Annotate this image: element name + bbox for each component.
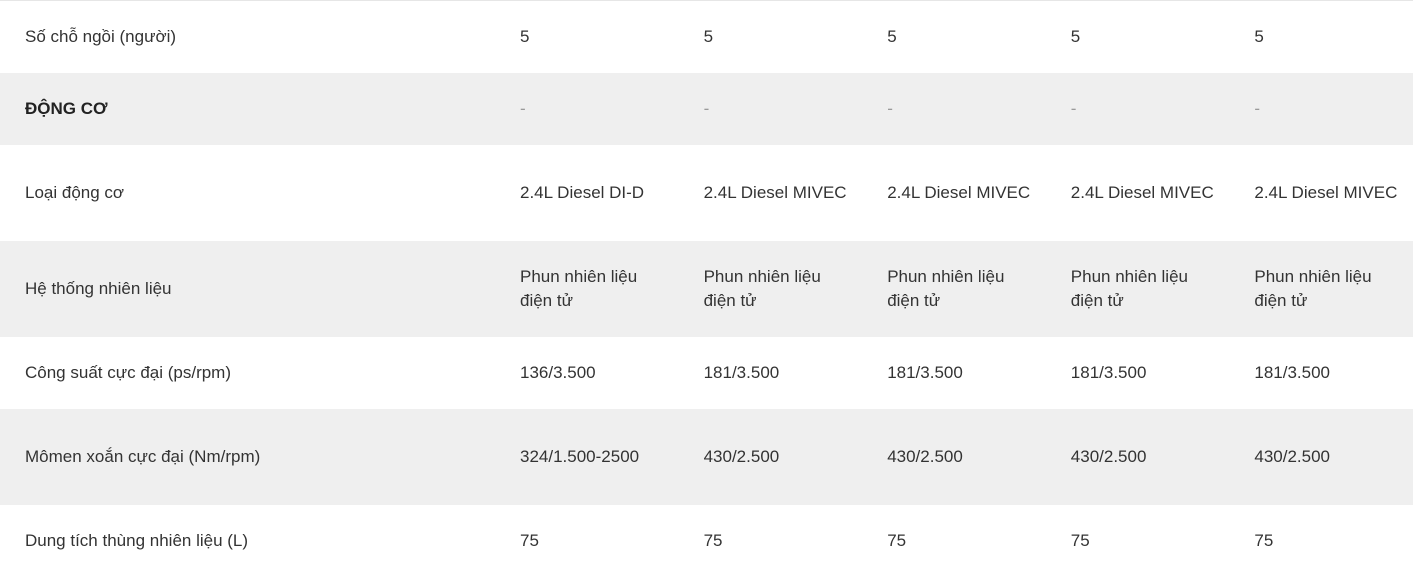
table-cell: Phun nhiên liệu điện tử [703, 267, 821, 310]
table-cell: 5 [1070, 27, 1081, 46]
row-label: Công suất cực đại (ps/rpm) [25, 363, 232, 382]
table-row-engine-section [0, 73, 1413, 145]
row-label: Dung tích thùng nhiên liệu (L) [25, 531, 249, 550]
table-cell: 430/2.500 [1254, 447, 1331, 466]
table-row-fuel-tank [0, 505, 1413, 575]
table-cell: Phun nhiên liệu điện tử [887, 267, 1005, 310]
table-cell: 430/2.500 [887, 447, 963, 466]
table-cell: 75 [703, 531, 723, 550]
row-label: Loại động cơ [25, 183, 125, 202]
table-cell: - [1070, 99, 1077, 118]
table-cell: 181/3.500 [887, 363, 963, 382]
table-cell: 2.4L Diesel MIVEC [887, 183, 1031, 202]
table-cell: Phun nhiên liệu điện tử [520, 267, 638, 310]
table-row-seats [0, 1, 1413, 74]
table-cell: 181/3.500 [1070, 363, 1147, 382]
table-cell: 136/3.500 [520, 363, 596, 382]
table-cell: 2.4L Diesel MIVEC [1254, 183, 1398, 202]
table-cell: - [703, 99, 710, 118]
table-cell: 5 [703, 27, 714, 46]
table-cell: 324/1.500-2500 [520, 447, 640, 466]
table-row-max-torque [0, 409, 1413, 505]
table-cell: 2.4L Diesel DI-D [520, 183, 645, 202]
section-heading: ĐỘNG CƠ [25, 99, 108, 118]
row-label: Hệ thống nhiên liệu [25, 279, 172, 298]
table-cell: 2.4L Diesel MIVEC [703, 183, 847, 202]
table-cell: 75 [1070, 531, 1090, 550]
table-cell: 75 [520, 531, 539, 550]
table-cell: 181/3.500 [703, 363, 780, 382]
table-cell: 430/2.500 [1070, 447, 1147, 466]
table-cell: 181/3.500 [1254, 363, 1331, 382]
table-row-max-power [0, 337, 1413, 409]
table-cell: 5 [520, 27, 530, 46]
table-cell: Phun nhiên liệu điện tử [1254, 267, 1372, 310]
table-cell: 430/2.500 [703, 447, 780, 466]
table-cell: - [1254, 99, 1261, 118]
table-cell: - [887, 99, 893, 118]
row-label: Số chỗ ngồi (người) [25, 27, 177, 46]
table-cell: 2.4L Diesel MIVEC [1070, 183, 1214, 202]
table-cell: 5 [887, 27, 897, 46]
table-cell: - [520, 99, 526, 118]
table-row-engine-type [0, 145, 1413, 241]
table-cell: 5 [1254, 27, 1264, 46]
table-cell: 75 [1254, 531, 1274, 550]
table-cell: Phun nhiên liệu điện tử [1070, 267, 1188, 310]
table-cell: 75 [887, 531, 907, 550]
table-row-fuel-system [0, 241, 1413, 337]
row-label: Mômen xoắn cực đại (Nm/rpm) [25, 447, 261, 466]
